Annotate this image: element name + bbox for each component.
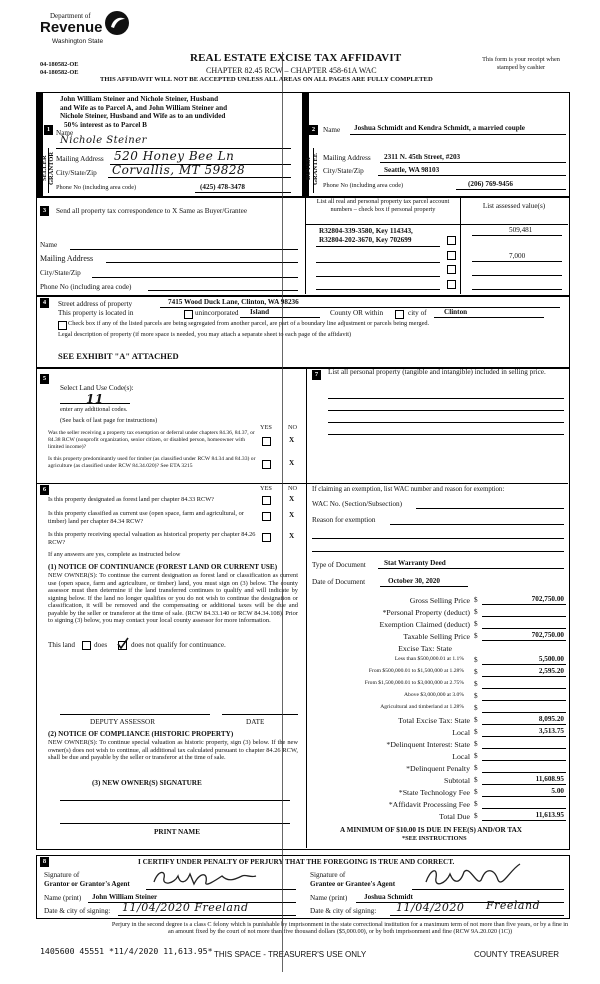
s6-q1-yes[interactable] [262,496,271,505]
assessed-2: 7,000 [509,252,526,260]
doc-date-value: October 30, 2020 [388,577,440,585]
buyer-city-value: Seattle, WA 98103 [384,166,440,174]
grantee-date-city-label: Date & city of signing: [310,907,377,915]
form-warning: THIS AFFIDAVIT WILL NOT BE ACCEPTED UNLESS ALL AREAS ON ALL PAGES ARE FULLY COMPLETED [100,76,433,83]
personal-property-checkbox-3[interactable] [447,265,456,274]
s6-q3-no[interactable]: X [289,532,295,540]
logo-dept: Department of [50,12,91,20]
dollar-sign: $ [474,680,478,688]
section-3-badge: 3 [40,206,49,216]
form-title: REAL ESTATE EXCISE TAX AFFIDAVIT [190,52,402,64]
seller-name-line: John William Steiner and Nichole Steiner, Husband [60,95,219,103]
tax-row-value[interactable]: 5,500.00 [538,655,564,663]
dollar-sign: $ [474,764,478,772]
dollar-sign: $ [474,728,478,736]
parcel-header: List all real and personal property tax parcel account numbers – check box if personal property [316,198,450,213]
s6-q3: Is this property receiving special valuation as historical property per chapter 84.26 RCW? [48,531,256,546]
seller-name-label: Name [56,129,74,137]
section-6-badge: 6 [40,485,49,495]
notice2-body: NEW OWNER(S): To continue special valuation as historic property, sign (3) below. If the new owner(s) does not wish to continue, all additional tax calculated pursuant to chapter 84.26 RCW, shall be due and payable by the seller or transferor at the time of sale. [48,739,298,761]
doc-type-label: Type of Document [312,561,366,569]
dollar-sign: $ [474,776,478,784]
tax-row-value[interactable]: 3,513.75 [538,727,564,735]
land-use-value: 11 [86,392,104,406]
grantor-date-city-value: 11/04/2020 Freeland [122,901,249,914]
tax-row-label: Above $3,000,000 at 3.0% [404,692,464,698]
dollar-sign: $ [474,668,478,676]
buyer-grantee-label: BUYER GRANTEE [305,152,319,186]
send-correspondence-label [56,207,247,216]
tax-row-label: Agricultural and timberland at 1.28% [380,704,464,710]
seller-phone-label: Phone No (including area code) [56,184,137,191]
doc-id-2: 04-180582-OE [40,69,79,76]
seller-name-line: and Wife as to Parcel A, and John William Steiner and [60,103,228,112]
s5-yes-header: YES [260,424,272,431]
tax-row-label: *Affidavit Processing Fee [388,800,470,809]
doc-type-value: Stat Warranty Deed [384,559,446,567]
send-correspondence-value: X Same as Buyer/Grantee [172,207,248,215]
additional-codes: enter any additional codes. [60,406,128,413]
s6-if-yes: If any answers are yes, complete as instructed below [48,551,181,558]
receipt-note: This form is your receipt when stamped by cashier [482,56,560,71]
within-city-checkbox[interactable] [395,310,404,319]
seller-name-line: Nichole Steiner, Husband and Wife as to an undivided [60,112,226,121]
section-7-badge: 7 [312,370,321,380]
s5-q2-yes[interactable] [262,460,271,469]
treasurer-space: THIS SPACE - TREASURER'S USE ONLY [214,950,367,959]
seller-mailing-label: Mailing Address [56,155,104,163]
grantee-name-value: Joshua Schmidt [364,893,413,901]
land-does-checkbox[interactable] [82,641,91,650]
wac-label: WAC No. (Section/Subsection) [312,500,403,508]
located-line [58,309,133,318]
form-subtitle: CHAPTER 82.45 RCW – CHAPTER 458-61A WAC [206,66,377,75]
tax-row-label: From $1,500,000.01 to $3,000,000 at 2.75% [364,680,464,686]
s5-q1: Was the seller receiving a property tax exemption or deferral under chapters 84.36, 84.37, or 84.38 RCW (nonprofit organization, senior citizen, or disabled person, homeowner with limited income)? [48,430,255,450]
tax-row-label: Gross Selling Price [409,596,470,605]
county-or-within: County OR within [330,309,384,317]
s6-no-header: NO [288,485,298,492]
perjury-text: Perjury in the second degree is a class C felony which is punishable by imprisonment in the state correctional institution for a maximum term of not more than five years, or by a fine in an amount fixed by the court of not more than five thousand dollars ($5,000.00), or by both imprisonment and fine (RCW 9A.20.020 (1C)) [111,921,569,936]
dollar-sign: $ [474,788,478,796]
deputy-assessor-label: DEPUTY ASSESSOR [90,718,156,726]
tax-row-value[interactable]: 702,750.00 [531,631,564,639]
tax-row-label: *Personal Property (deduct) [382,608,470,617]
s6-q2-yes[interactable] [262,512,271,521]
reason-label: Reason for exemption [312,516,376,524]
section-4-badge: 4 [40,298,49,308]
unincorporated-checkbox[interactable] [184,310,193,319]
tax-row-label: Taxable Selling Price [403,632,470,641]
s6-q1-no[interactable]: X [289,495,295,503]
grantor-signature [150,866,260,890]
certify-text: I CERTIFY UNDER PENALTY OF PERJURY THAT THE FOREGOING IS TRUE AND CORRECT. [138,858,455,866]
does-not-qualify-label: does not qualify for continuance. [131,641,226,649]
personal-property-checkbox-1[interactable] [447,236,456,245]
grantor-sig-label-2: Grantor or Grantor's Agent [44,880,130,888]
legal-text: Legal description of property (if more space is needed, you may attach a separate sheet to each page of the affidavit) [58,331,352,338]
dollar-sign: $ [474,656,478,664]
seller-name-line: 50% interest as to Parcel B [64,120,147,129]
seller-signature-name: Nichole Steiner [60,135,147,146]
see-instructions: *SEE INSTRUCTIONS [402,835,467,842]
tax-row-value[interactable]: 2,595.20 [538,667,564,675]
tax-row-label: Total Excise Tax: State [398,716,470,725]
dollar-sign: $ [474,620,478,628]
s3-city-label: City/State/Zip [40,269,81,277]
tax-row-label: *Delinquent Penalty [406,764,470,773]
personal-property-text: List all personal property (tangible and intangible) included in selling price. [328,368,546,376]
grantor-name-label: Name (print) [44,894,82,902]
s6-yes-header: YES [260,485,272,492]
notice1-body: NEW OWNER(S): To continue the current designation as forest land or classification as current use (open space, farm and agriculture, or timber) land, you must sign on (3) below. The county assessor must then determine if the land transferred continues to qualify and will indicate by signing below. If the land no longer qualifies or you do not wish to continue the designation or classification, it will be removed and the compensating or additional taxes will be due and payable by the seller or transferor at the time of sale. (RCW 84.33.140 or RCW 84.34.108). Prior to signing (3) below, you may contact your local county assessor for more information. [48,572,298,624]
section-2-badge: 2 [309,125,318,135]
tax-row-label: Less than $500,000.01 at 1.1% [394,656,464,662]
cashier-stamp: 1405600 45551 *11/4/2020 11,613.95* [40,946,213,956]
personal-property-checkbox-4[interactable] [447,280,456,289]
s5-q1-no[interactable]: X [289,436,295,444]
notice2-title: (2) NOTICE OF COMPLIANCE (HISTORIC PROPERTY) [48,730,234,738]
segregated-checkbox[interactable] [58,321,67,330]
dollar-sign: $ [474,608,478,616]
print-name-label: PRINT NAME [154,828,200,836]
seller-name-lines [60,95,300,129]
county-value: Island [250,308,270,316]
dor-logo [40,10,130,50]
dollar-sign: $ [474,740,478,748]
street-value: 7415 Wood Duck Lane, Clinton, WA 98236 [168,298,299,306]
parcel-1: R32804-339-3580, Key 114343, [319,227,413,235]
see-back: (See back of last page for instructions) [60,417,158,424]
section-8-badge: 8 [40,857,49,867]
s3-name-label: Name [40,241,58,249]
s5-q2-no[interactable]: X [289,459,295,467]
s5-q1-yes[interactable] [262,437,271,446]
checkmark-icon [116,636,130,650]
unincorporated-label: unincorporated [195,309,239,317]
personal-property-checkbox-2[interactable] [447,251,456,260]
seller-grantor-label: SELLER GRANTOR [41,151,55,185]
grantee-date-value: 11/04/2020 [396,901,465,914]
section-5-badge: 5 [40,374,49,384]
seller-phone-value: (425) 478-3478 [200,183,245,191]
tax-row-label: *Delinquent Interest: State [386,740,470,749]
assessed-header: List assessed value(s) [482,202,546,210]
grantee-name-label: Name (print) [310,894,348,902]
grantee-sig-label-2: Grantee or Grantee's Agent [310,880,396,888]
city-value: Clinton [444,308,468,316]
grantor-name-value: John William Steiner [92,893,158,901]
logo-state: Washington State [52,38,104,45]
tax-row-label: From $500,000.01 to $1,500,000 at 1.28% [368,668,464,674]
buyer-phone-value: (206) 769-9456 [468,180,513,188]
grantee-sig-label-1: Signature of [310,871,346,879]
tax-row-label: Subtotal [444,776,470,785]
send-correspondence-text: Send all property tax correspondence to [56,207,171,215]
dollar-sign: $ [474,800,478,808]
buyer-mailing-value: 2311 N. 45th Street, #203 [384,153,461,161]
land-use-label: Select Land Use Code(s): [60,384,134,392]
city-of-label: city of [408,309,427,317]
segregated-text: Check box if any of the listed parcels are being segregated from another parcel, are part of a boundary line adjustment or parcels being merged. [68,320,430,327]
tax-row-label: Total Due [439,812,470,821]
dollar-sign: $ [474,596,478,604]
dollar-sign: $ [474,704,478,712]
tax-row-value[interactable]: 11,608.95 [535,775,564,783]
tax-row-label: Local [452,752,470,761]
tax-row-value[interactable]: 5.00 [551,787,564,795]
grantee-city-value: Freeland [486,899,541,912]
land-does-label: does [94,641,108,649]
s5-no-header: NO [288,424,298,431]
s6-q1: Is this property designated as forest land per chapter 84.33 RCW? [48,496,214,503]
county-treasurer: COUNTY TREASURER [474,950,560,959]
buyer-phone-label: Phone No (including area code) [323,182,404,189]
logo-revenue: Revenue [40,19,103,36]
tax-row-label: Local [452,728,470,737]
dollar-sign: $ [474,692,478,700]
dollar-sign: $ [474,632,478,640]
s3-phone-label: Phone No (including area code) [40,283,132,291]
dollar-sign: $ [474,812,478,820]
new-owner-signature-label: (3) NEW OWNER(S) SIGNATURE [92,779,202,787]
tax-row-value[interactable]: 8,095.20 [538,715,564,723]
exhibit-text: SEE EXHIBIT "A" ATTACHED [58,351,179,361]
s3-mailing-label: Mailing Address [40,254,94,263]
grantor-sig-label-1: Signature of [44,871,80,879]
s5-q2: Is this property predominantly used for timber (as classified under RCW 84.34 and 84.33) or agriculture (as classified under RCW 84.34.020)? See ETA 3215 [48,456,256,469]
excise-tax-label: Excise Tax: State [398,644,452,653]
buyer-city-label: City/State/Zip [323,167,364,175]
section-1-badge: 1 [44,125,53,135]
dor-swoosh-icon [104,10,130,36]
tax-row-value[interactable]: 702,750.00 [531,595,564,603]
doc-date-label: Date of Document [312,578,366,586]
seller-city-label: City/State/Zip [56,169,97,177]
seller-mailing-value: 520 Honey Bee Ln [114,149,235,163]
seller-city-value: Corvallis, MT 59828 [112,163,246,177]
located-text: This property is located in [58,309,134,317]
buyer-mailing-label: Mailing Address [323,154,371,162]
street-label: Street address of property [58,300,133,308]
assessor-date-label: DATE [246,718,265,726]
notice1-title: (1) NOTICE OF CONTINUANCE (FOREST LAND OR CURRENT USE) [48,563,278,571]
this-land-label: This land [48,641,75,649]
tax-row-value[interactable]: 11,613.95 [535,811,564,819]
s6-q2-no[interactable]: X [289,511,295,519]
parcel-2: R32804-202-3670, Key 702699 [319,236,412,244]
grantee-signature [420,860,530,892]
scan-artifact-line [282,52,283,972]
tax-row-label: *State Technology Fee [398,788,470,797]
minimum-note: A MINIMUM OF $10.00 IS DUE IN FEE(S) AND/OR TAX [340,826,522,834]
s6-q2: Is this property classified as current use (open space, farm and agricultural, or timber) land per chapter 84.34 RCW? [48,510,244,525]
dollar-sign: $ [474,716,478,724]
tax-row-label: Exemption Claimed (deduct) [379,620,470,629]
dollar-sign: $ [474,752,478,760]
buyer-name-value: Joshua Schmidt and Kendra Schmidt, a married couple [354,124,525,132]
doc-id-1: 04-180582-OE [40,61,79,68]
assessed-1: 509,481 [509,226,533,234]
grantor-date-city-label: Date & city of signing: [44,907,111,915]
s6-q3-yes[interactable] [262,533,271,542]
buyer-name-label: Name [323,126,341,134]
wac-claim-text: If claiming an exemption, list WAC number and reason for exemption: [312,486,505,493]
